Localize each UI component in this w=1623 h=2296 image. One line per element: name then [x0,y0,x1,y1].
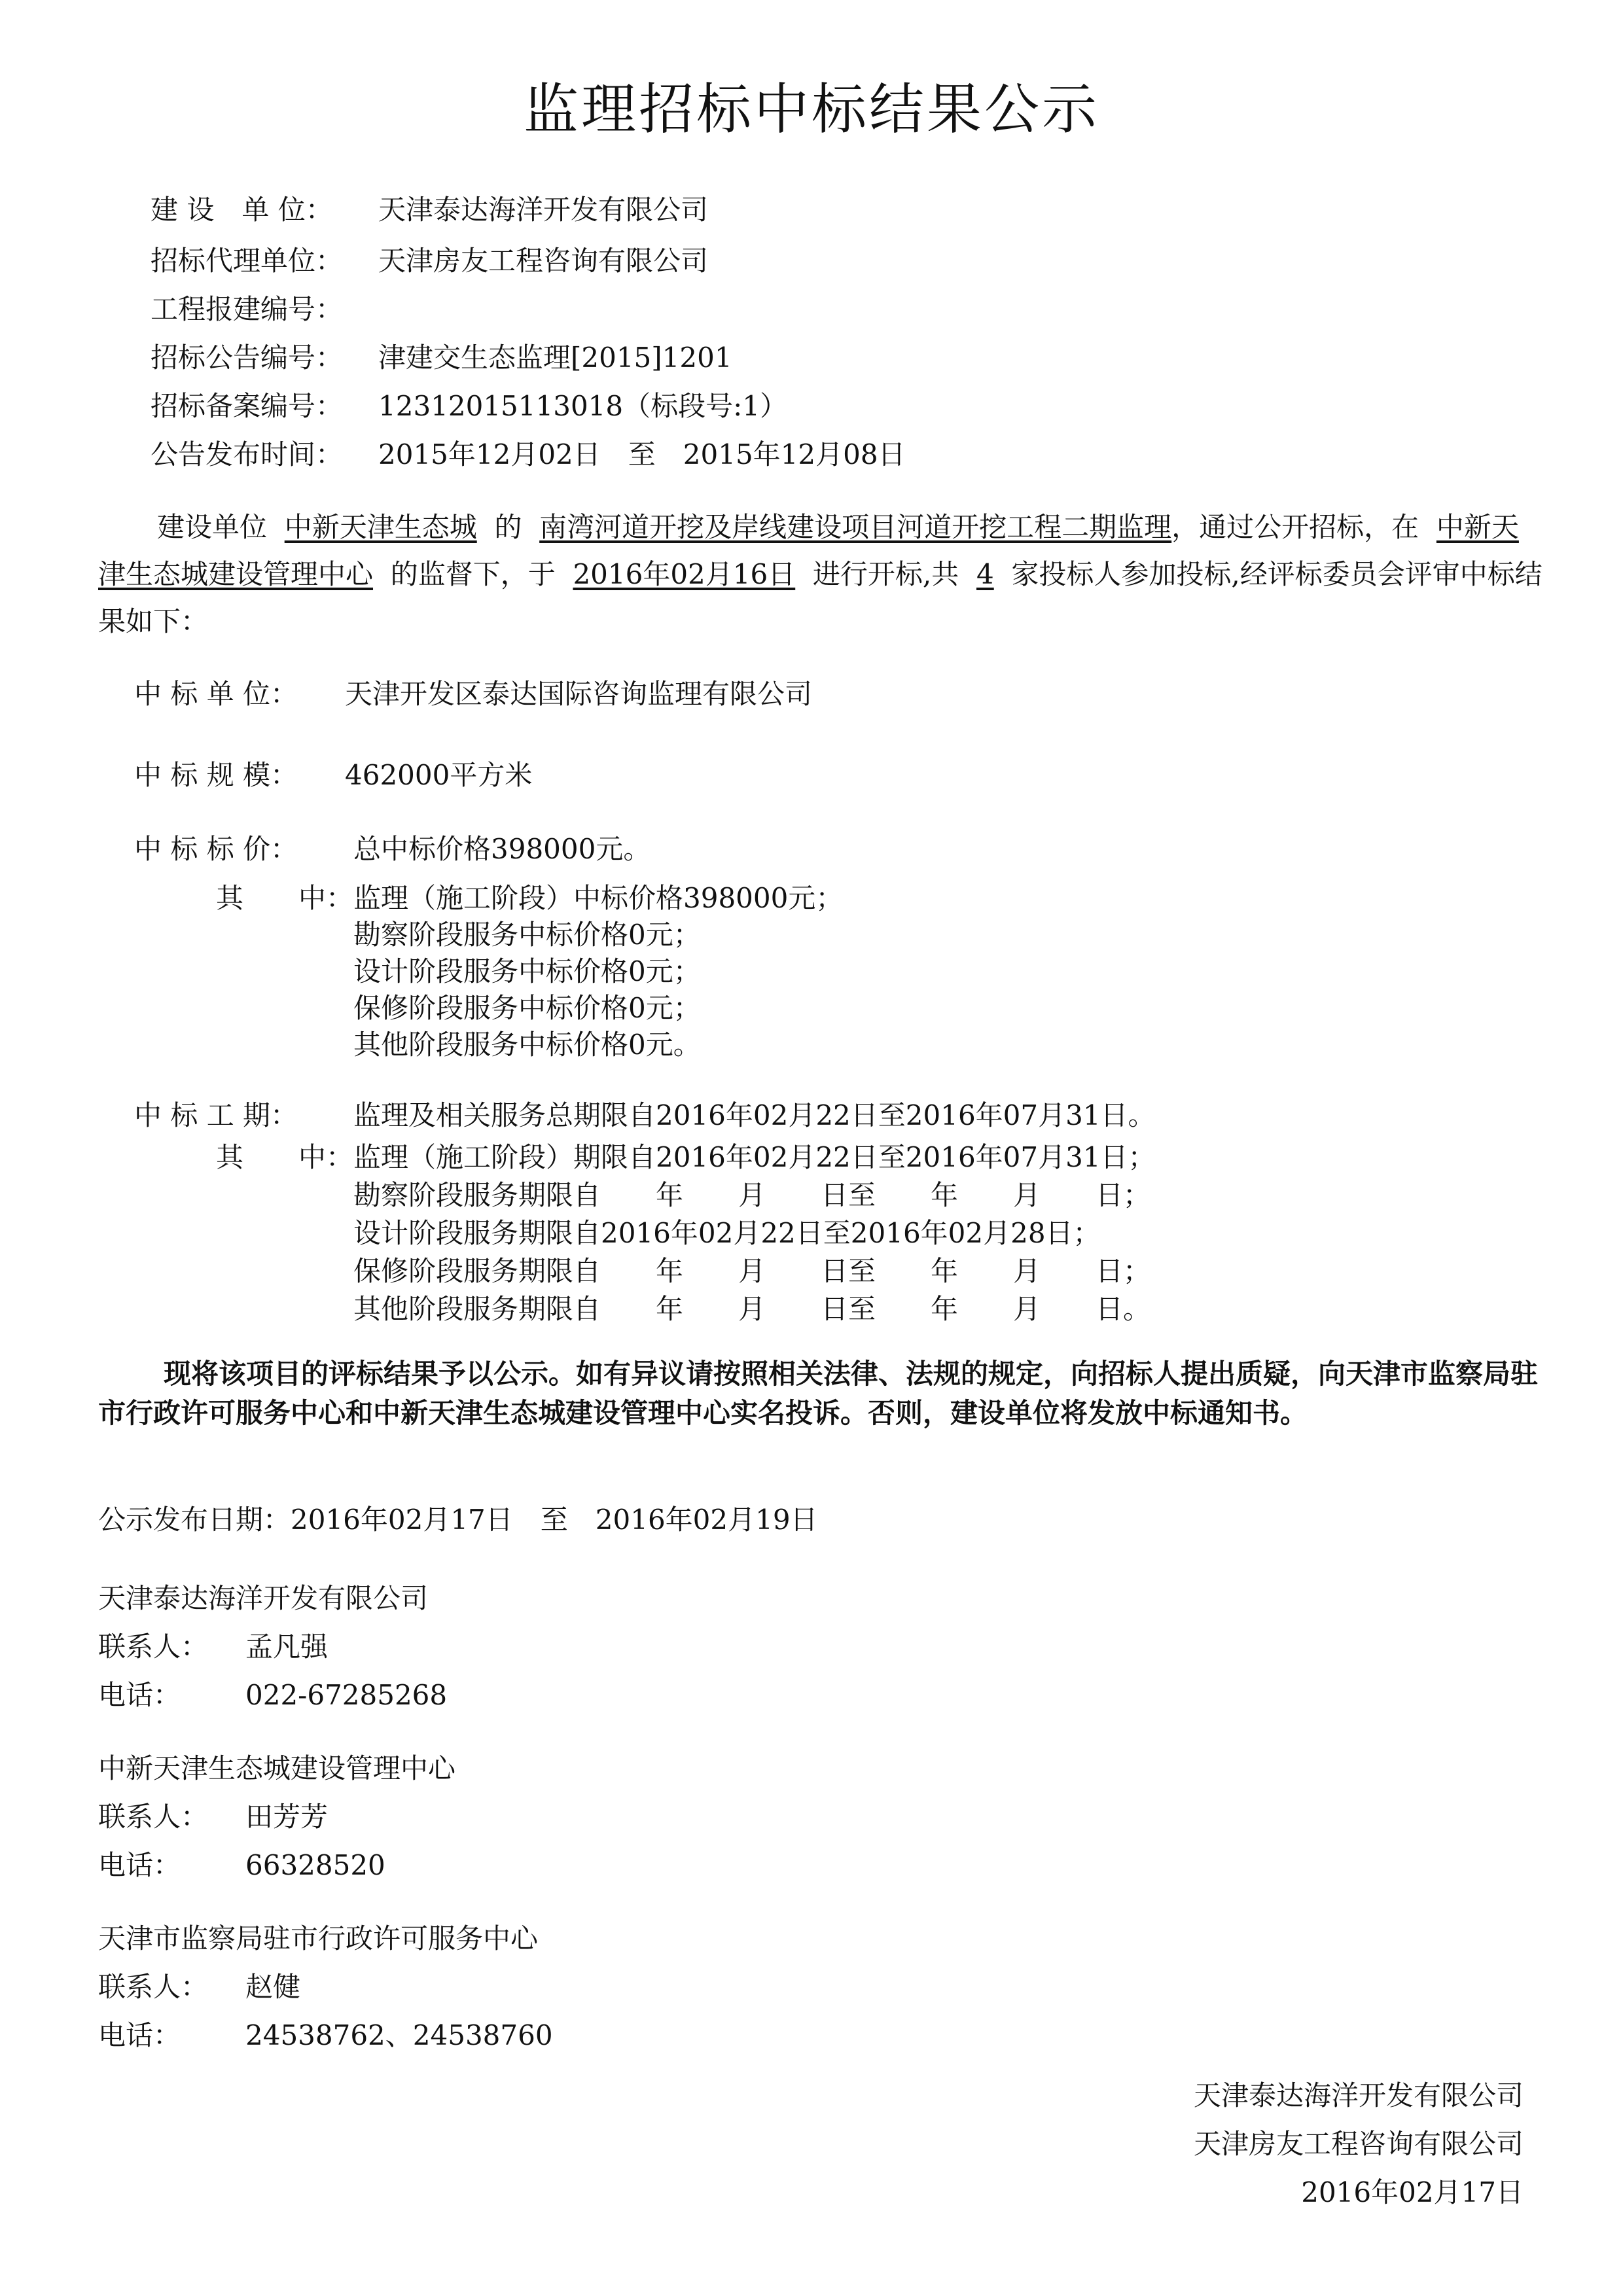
intro-text-4: 的监督下，于 [390,558,556,590]
field-label-owner: 建 设 单 位： [151,194,333,226]
publish-date: 公示发布日期：2016年02月17日 至 2016年02月19日 [98,1504,818,1536]
scale-label: 中 标 规 模： [134,759,298,791]
scale-value: 462000平方米 [345,759,533,791]
intro-supervisor: 中新天津生态城建设管理中心 [98,511,1519,590]
contact-org: 天津市监察局驻市行政许可服务中心 [98,1922,539,1954]
contact-phone-label: 电话： [98,2019,181,2051]
contact-phone: 24538762、24538760 [245,2019,553,2051]
period-sub-label: 其 中： [216,1141,354,1173]
contact-person-label: 联系人： [98,1631,209,1663]
price-item: 保修阶段服务中标价格0元； [353,992,701,1024]
winner-label: 中 标 单 位： [134,678,298,710]
signature-date: 2016年02月17日 [1301,2176,1524,2208]
field-label-notice-number: 招标公告编号： [151,342,344,374]
winner-value: 天津开发区泰达国际咨询监理有限公司 [345,678,813,710]
contact-person: 赵健 [245,1971,301,2003]
contact-phone: 022-67285268 [245,1679,448,1711]
price-sub-label: 其 中： [216,882,354,914]
period-item: 保修阶段服务期限自 年 月 日至 年 月 日； [353,1255,1151,1287]
field-value-notice-period: 2015年12月02日 至 2015年12月08日 [378,438,906,470]
intro-text-5: 进行开标,共 [812,558,959,590]
intro-paragraph [98,504,1544,645]
field-label-notice-period: 公告发布时间： [151,438,344,470]
intro-open-date: 2016年02月16日 [573,558,796,590]
contact-person: 孟凡强 [245,1631,329,1663]
intro-owner: 中新天津生态城 [284,511,477,543]
field-value-owner: 天津泰达海洋开发有限公司 [378,194,709,226]
contact-phone: 66328520 [245,1849,385,1881]
period-item: 设计阶段服务期限自2016年02月22日至2016年02月28日； [353,1217,1101,1249]
intro-text-1: 建设单位 [157,511,268,543]
contact-person-label: 联系人： [98,1971,209,2003]
price-label: 中 标 标 价： [134,833,298,865]
period-item: 勘察阶段服务期限自 年 月 日至 年 月 日； [353,1179,1151,1211]
price-total: 总中标价格398000元。 [353,833,651,865]
page-title: 监理招标中标结果公示 [523,77,1099,141]
field-label-agent: 招标代理单位： [151,245,344,277]
signature-org-1: 天津泰达海洋开发有限公司 [1193,2079,1524,2111]
contact-org: 天津泰达海洋开发有限公司 [98,1582,429,1614]
signature-org-2: 天津房友工程咨询有限公司 [1193,2128,1524,2160]
period-item: 其他阶段服务期限自 年 月 日至 年 月 日。 [353,1293,1151,1325]
period-total: 监理及相关服务总期限自2016年02月22日至2016年07月31日。 [353,1099,1156,1131]
contact-org: 中新天津生态城建设管理中心 [98,1752,456,1784]
contact-person: 田芳芳 [245,1801,329,1833]
intro-text-2: 的 [494,511,522,543]
contact-phone-label: 电话： [98,1679,181,1711]
field-value-agent: 天津房友工程咨询有限公司 [378,245,709,277]
contact-phone-label: 电话： [98,1849,181,1881]
field-label-record-number: 招标备案编号： [151,390,344,422]
price-item: 勘察阶段服务中标价格0元； [353,919,701,951]
contact-person-label: 联系人： [98,1801,209,1833]
field-label-project-number: 工程报建编号： [151,293,344,325]
period-item: 监理（施工阶段）期限自2016年02月22日至2016年07月31日； [353,1141,1156,1173]
intro-text-6: 家投标人参加投标,经评标委员会评审中标结果如下： [98,558,1543,637]
price-item: 监理（施工阶段）中标价格398000元； [353,882,844,914]
intro-text-3: ，通过公开招标，在 [1171,511,1419,543]
price-item: 设计阶段服务中标价格0元； [353,955,701,987]
notice-paragraph: 现将该项目的评标结果予以公示。如有异议请按照相关法律、法规的规定，向招标人提出质疑，向天津市监察局驻市行政许可服务中心和中新天津生态城建设管理中心实名投诉。否则，建设单位将发放中标通知书。 [98,1358,1539,1429]
field-value-record-number: 12312015113018（标段号:1） [378,390,787,422]
field-value-notice-number: 津建交生态监理[2015]1201 [378,342,732,374]
period-label: 中 标 工 期： [134,1099,298,1131]
intro-project: 南湾河道开挖及岸线建设项目河道开挖工程二期监理 [539,511,1172,543]
price-item: 其他阶段服务中标价格0元。 [353,1029,701,1061]
intro-bidder-count: 4 [976,558,994,590]
